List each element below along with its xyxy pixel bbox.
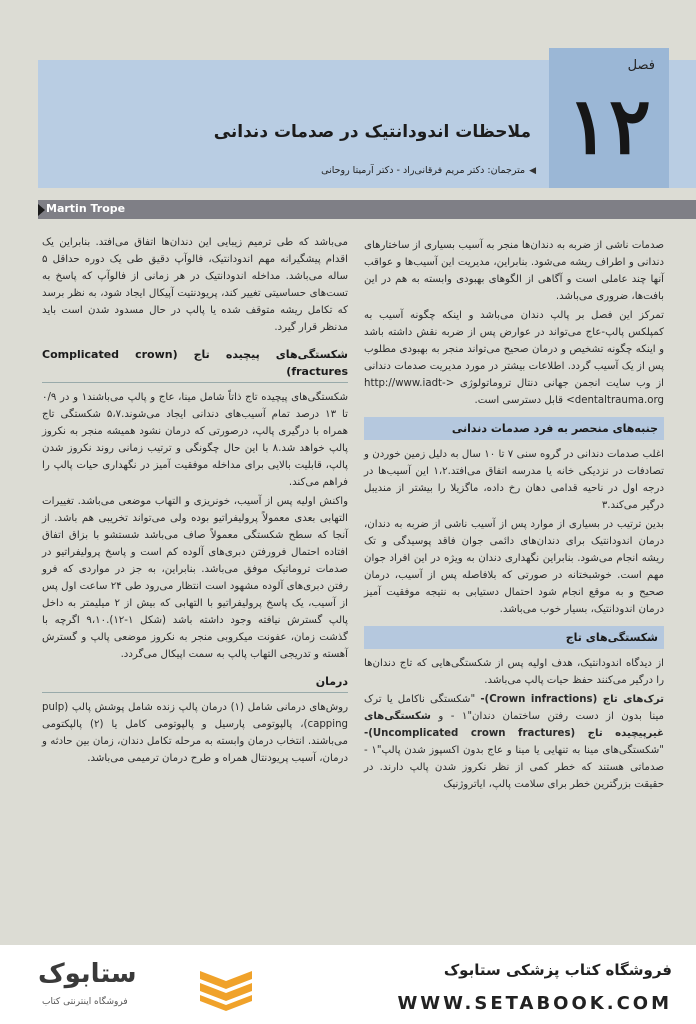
section-2-paragraph-2 bbox=[364, 691, 664, 793]
section-3-paragraph-1: شکستگی‌های پیچیده تاج ذاتاً شامل مینا، عاج و پالپ می‌باشند۱ و در ۰/۹ تا ۱۳ درصد تمام آسیب‌های دندانی ایجاد می‌شوند.۵،۷ شکستگی تاج همراه با درگیری پالپ، درصورتی که درمان نشود همیشه منجر به نکروز پالپ خواهد شد.۸ با این حال چگونگی و ترتیب زمانی روند نکروز شدن پالپ، قابلیت بالایی برای مداخله موفقیت آمیز در نگهداری حیات پالپ را فراهم می‌کند. bbox=[42, 392, 349, 488]
store-footer bbox=[0, 945, 696, 1024]
section-1-paragraph-2: بدین ترتیب در بسیاری از موارد پس از آسیب ناشی از ضربه به دندان، درمان اندودانتیک برای دندان‌های دائمی جوان فاقد پوسیدگی و تک ریشه انجام می‌شود. بنابراین نگهداری دندان به ویژه در این افراد جوان مهم است. خوشبختانه در صورتی که بلافاصله پس از آسیب، درمان صحیح و به موقع انجام شود احتمال دستیابی به نتیجه موفقیت آمیز درمان اندودانتیک، بسیار خوب می‌باشد. bbox=[364, 519, 664, 615]
store-url: WWW.SETABOOK.COM bbox=[397, 993, 672, 1014]
section-4-paragraph-1: روش‌های درمانی شامل (۱) درمان پالپ زنده شامل پوشش پالپ (pulp capping)، پالپوتومی پارسیل و پالپوتومی کامل یا (۲) پالپکتومی می‌باشند. انتخاب درمان وابسته به مرحله تکامل دندان، زمان بین حادثه و درمان، آسیب پریودنتال همراه و طرح درمان ترمیمی می‌باشد. bbox=[42, 702, 348, 764]
logo-wordmark: ستابوک bbox=[38, 959, 137, 989]
chapter-label: فصل bbox=[627, 58, 655, 73]
chapter-number: ۱۲ bbox=[567, 81, 651, 172]
section-heading-treatment: درمان bbox=[42, 671, 348, 693]
triangle-left-icon: ◀ bbox=[529, 166, 536, 176]
crown-infractions-term: ترک‌های تاج (Crown infractions)- bbox=[480, 694, 665, 705]
section-heading-complicated-fractures: شکستگی‌های پیچیده تاج (Complicated crown fractures) bbox=[42, 344, 348, 383]
section-heading-crown-fractures: شکستگی‌های تاج bbox=[364, 626, 664, 649]
section-1-paragraph-1: اغلب صدمات دندانی در گروه سنی ۷ تا ۱۰ سال به دلیل زمین خوردن و تصادفات در نزدیکی خانه یا مدرسه اتفاق می‌افتد.۱،۲ این آسیب‌ها در درجه اول در ناحیه قدامی دهان رخ داده، ماگزیلا را بیشتر از مندیبل درگیر می‌کند.۳ bbox=[364, 449, 664, 511]
book-stack-logo-icon bbox=[196, 965, 256, 1011]
translators-line bbox=[321, 165, 536, 176]
store-name: فروشگاه کتاب پزشکی ستابوک bbox=[443, 961, 672, 979]
left-paragraph-1: می‌باشد که طی ترمیم زیبایی این دندان‌ها اتفاق می‌افتد. بنابراین یک اقدام پیشگیرانه مهم اندودانتیک، فالوآپ دقیق طی یک دوره حداقل ۵ ساله می‌باشد. مداخله اندودانتیک در هر زمانی از فالوآپ که پاسخ به تست‌های حساسیتی تغییر کند، پریودنتیت آپیکال ایجاد شود، به نظر برسد که تکامل ریشه متوقف شده یا پالپ در حال مسدود شدن است باید مدنظر قرار گیرد. bbox=[42, 237, 348, 333]
author-bar bbox=[38, 200, 696, 219]
section-2-paragraph-1: از دیدگاه اندودانتیک، هدف اولیه پس از شکستگی‌هایی که تاج دندان‌ها را درگیر می‌کنند حفظ حیات پالپ می‌باشد. bbox=[364, 658, 664, 686]
chapter-title: ملاحظات اندودانتیک در صدمات دندانی bbox=[213, 122, 531, 142]
author-name: Martin Trope bbox=[46, 202, 126, 215]
intro-paragraph-1: صدمات ناشی از ضربه به دندان‌ها منجر به آسیب بسیاری از ساختارهای دندانی و اطراف ریشه می‌شود. بنابراین، مدیریت این آسیب‌ها و عواقب آنها چند عاملی است و آگاهی از الگوهای بهبودی وابسته به هم در این بافت‌ها، ضروری می‌باشد. bbox=[364, 240, 664, 302]
arrow-right-icon bbox=[38, 204, 45, 216]
intro-paragraph-2: تمرکز این فصل بر پالپ دندان می‌باشد و اینکه چگونه آسیب به کمپلکس پالپ-عاج می‌تواند در عوارض پس از ضربه نقش داشته باشد و اینکه چگونه تشخیص و درمان صحیح می‌تواند منجر به بهبودی مطلوب پس از یک آسیب گردد. اطلاعات بیشتر در مورد مدیریت صدمات دندانی از وب سایت انجمن جهانی دنتال تروماتولوژی <http://www.iadt-dentaltrauma.org> قابل دسترسی است. bbox=[364, 310, 664, 406]
uncomplicated-fractures-definition: "شکستگی‌های مینا به تنهایی یا مینا و عاج بدون اکسپوز شدن پالپ"۱ - صدماتی هستند که خطر کمی از نظر نکروز شدن پالپ دارند. در حقیقت بزرگترین خطر برای سلامت پالپ، ایاتروژنیک bbox=[364, 745, 664, 790]
crown-infractions-definition: "شکستگی ناکامل یا ترک مینا بدون از دست رفتن ساختمان دندان"۱ - و bbox=[364, 694, 664, 722]
right-column bbox=[364, 237, 664, 795]
section-3-paragraph-2: واکنش اولیه پس از آسیب، خونریزی و التهاب موضعی می‌باشد. تغییرات التهابی بعدی معمولاً پرولیفراتیو بوده ولی می‌تواند تخریبی هم باشد. از آنجا که سطح شکستگی معمولاً صاف می‌باشد شستشو با بزاق اتفاق افتاده احتمال فرورفتن دبری‌های آلوده کم است و پاسخ پرولیفراتیو در صدمات تروماتیک موفق می‌باشد. بنابراین، به جز در مواردی که فرو رفتن دبری‌های آلوده مشهود است انتظار می‌رود طی ۲۴ ساعت اول پس از آسیب، یک پاسخ پرولیفراتیو با التهابی که بیش از ۲ میلیمتر به داخل پالپ گسترش نیافته وجود داشته باشد (شکل ۱-۱۲).۹،۱۰ اگرچه با گذشت زمان، عفونت میکروبی منجر به نکروز موضعی پالپ و گسترش آهسته و تدریجی التهاب پالپ به سمت اپیکال می‌گردد. bbox=[42, 496, 348, 660]
uncomplicated-fractures-term: شکستگی‌های غیرپیچیده تاج (Uncomplicated crown fractures)- bbox=[364, 711, 664, 739]
logo-tagline: فروشگاه اینترنتی کتاب bbox=[42, 997, 128, 1007]
translators-text: مترجمان: دکتر مریم فرقانی‌راد - دکتر آرمیتا روحانی bbox=[321, 165, 526, 176]
left-column bbox=[42, 234, 348, 769]
section-heading-unique-aspects: جنبه‌های منحصر به فرد صدمات دندانی bbox=[364, 417, 664, 440]
chapter-number-box bbox=[549, 48, 669, 188]
